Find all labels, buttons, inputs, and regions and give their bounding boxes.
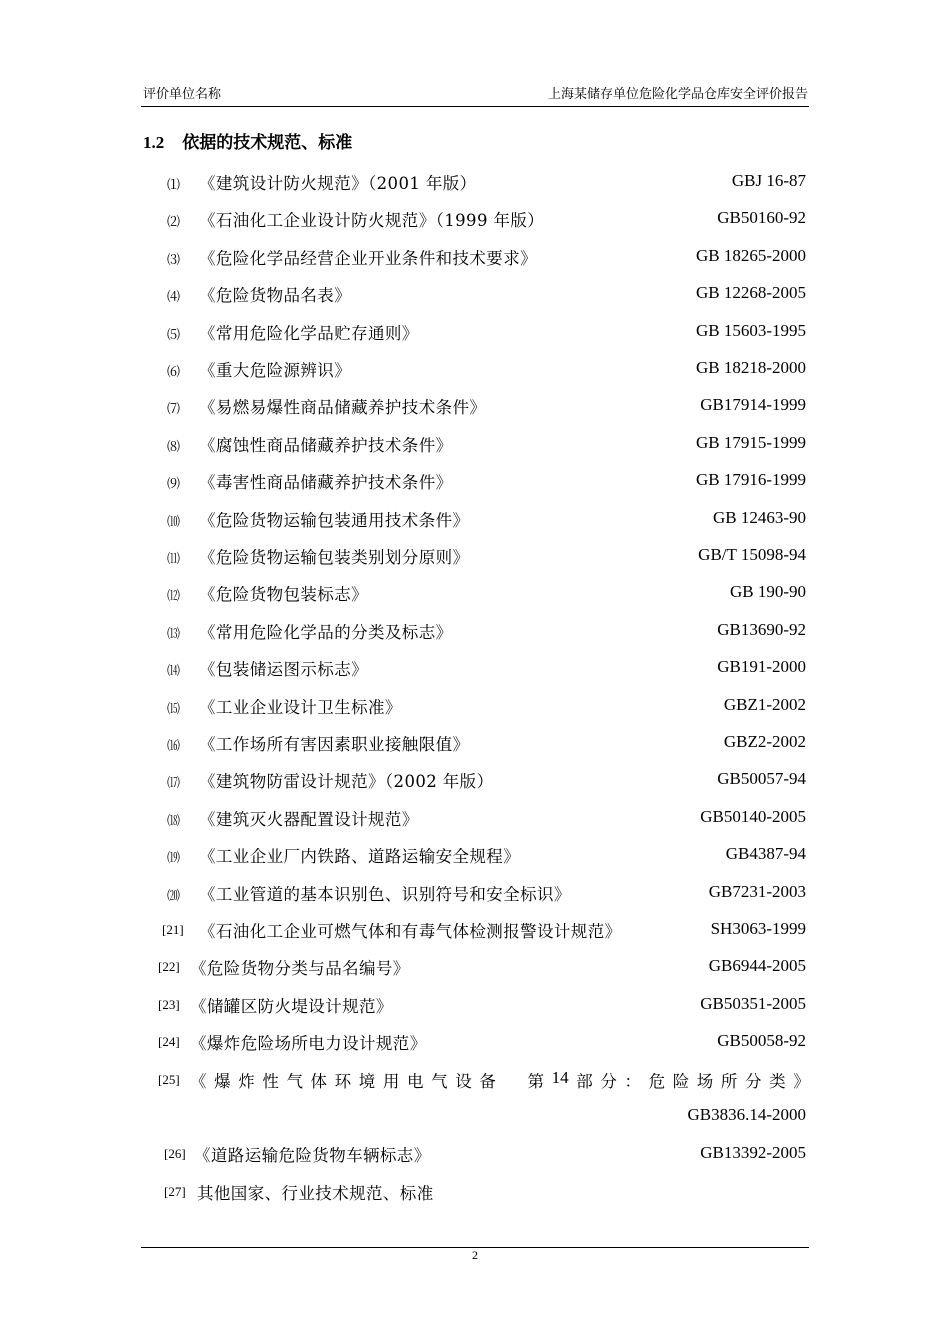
reference-number: ⑶ — [167, 251, 181, 267]
reference-code: GB50351-2005 — [700, 993, 806, 1013]
reference-title-char: 《 — [190, 1071, 207, 1091]
reference-item — [0, 464, 950, 501]
reference-title-char: 分 — [600, 1071, 617, 1091]
reference-number: ⑸ — [167, 326, 181, 342]
reference-code: GB7231-2003 — [708, 881, 806, 901]
reference-title: 《危险货物品名表》 — [199, 286, 352, 306]
reference-code: GB50057-94 — [717, 769, 806, 789]
reference-title-char: 爆 — [214, 1071, 231, 1091]
reference-item — [0, 502, 950, 539]
reference-title: 《工业管道的基本识别色、识别符号和安全标识》 — [199, 884, 571, 904]
reference-code: GBJ 16-87 — [731, 171, 806, 190]
reference-code: GB 12463-90 — [712, 507, 806, 527]
reference-number: ⒄ — [167, 775, 181, 791]
reference-number: ⑴ — [167, 177, 181, 192]
header-left-text: 评价单位名称 — [143, 87, 222, 102]
reference-title: 《包装储运图示标志》 — [199, 660, 368, 680]
reference-number: ⑽ — [167, 513, 181, 529]
reference-code: GB 18265-2000 — [695, 245, 806, 265]
reference-title — [190, 1068, 810, 1092]
reference-code: SH3063-1999 — [710, 919, 806, 938]
reference-title-char: 用 — [382, 1071, 400, 1091]
reference-title-char: 14 — [551, 1067, 569, 1087]
reference-number: [27] — [164, 1183, 186, 1199]
reference-number: ⒇ — [167, 887, 181, 903]
section-number: 1.2 — [143, 133, 165, 152]
reference-title-char: 气 — [286, 1071, 303, 1091]
reference-title-char: 备 — [479, 1071, 496, 1091]
reference-title-char: 电 — [406, 1071, 424, 1091]
reference-item — [0, 763, 950, 800]
reference-title-char: 环 — [334, 1071, 352, 1091]
reference-code: GB3836.14-2000 — [687, 1104, 806, 1124]
reference-title-char: 分 — [745, 1071, 762, 1091]
reference-item — [0, 389, 950, 426]
reference-number: ⒀ — [167, 625, 181, 641]
reference-number: [22] — [158, 959, 180, 975]
reference-title: 《道路运输危险货物车辆标志》 — [194, 1146, 431, 1166]
reference-title: 《危险货物运输包装类别划分原则》 — [199, 548, 470, 567]
reference-code: GB17914-1999 — [700, 395, 806, 415]
reference-number: [26] — [164, 1146, 186, 1162]
reference-title: 《危险货物分类与品名编号》 — [190, 959, 410, 979]
reference-title: 《工作场所有害因素职业接触限值》 — [199, 735, 470, 754]
reference-code: GBZ2-2002 — [723, 732, 806, 751]
reference-title-char: 所 — [720, 1071, 738, 1091]
reference-code: GB 17915-1999 — [695, 432, 806, 452]
reference-title-char: 》 — [793, 1071, 810, 1091]
reference-code: GB50058-92 — [717, 1031, 806, 1051]
reference-item — [0, 202, 950, 239]
reference-title: 《石油化工企业设计防火规范》（1999 年版） — [199, 211, 545, 231]
reference-number: [25] — [158, 1071, 180, 1087]
reference-code: GB 17916-1999 — [695, 470, 806, 490]
reference-title: 《毒害性商品储藏养护技术条件》 — [199, 473, 453, 493]
reference-number: ⑻ — [167, 438, 181, 454]
reference-title-char: 境 — [358, 1071, 376, 1091]
reference-number: ⑷ — [167, 289, 181, 305]
reference-title: 《重大危险源辨识》 — [199, 361, 352, 380]
reference-item — [0, 315, 950, 352]
reference-title: 《危险化学品经营企业开业条件和技术要求》 — [199, 248, 537, 268]
page-number: 2 — [472, 1248, 478, 1262]
reference-number: ⑾ — [167, 551, 181, 566]
reference-item — [0, 801, 950, 838]
reference-title: 《危险货物包装标志》 — [199, 585, 368, 605]
reference-title-char: 类 — [769, 1071, 786, 1091]
reference-title-char: 设 — [455, 1071, 472, 1091]
reference-number: ⑺ — [167, 401, 181, 417]
reference-number: ⒂ — [167, 700, 181, 716]
header-divider — [141, 106, 809, 107]
reference-code: GB 12268-2005 — [695, 283, 806, 303]
reference-title: 《常用危险化学品的分类及标志》 — [199, 622, 453, 642]
reference-code: GB191-2000 — [717, 657, 806, 677]
reference-item — [0, 988, 950, 1025]
reference-item — [0, 352, 950, 389]
reference-item — [0, 950, 950, 987]
reference-title: 《腐蚀性商品储藏养护技术条件》 — [199, 435, 453, 455]
reference-title: 《储罐区防火堤设计规范》 — [190, 996, 393, 1016]
reference-item — [0, 913, 950, 950]
reference-number: [23] — [158, 996, 180, 1012]
reference-item — [0, 838, 950, 875]
reference-title-char — [503, 1068, 520, 1092]
reference-code: GB50160-92 — [717, 208, 806, 228]
reference-item — [0, 277, 950, 314]
reference-title: 《工业企业厂内铁路、道路运输安全规程》 — [199, 847, 521, 867]
reference-title-char: 场 — [696, 1071, 714, 1091]
reference-title: 《爆炸危险场所电力设计规范》 — [190, 1034, 427, 1054]
reference-title: 《工业企业设计卫生标准》 — [199, 697, 402, 717]
reference-item — [0, 726, 950, 763]
reference-code: GB 15603-1995 — [695, 320, 806, 340]
reference-title: 《易燃易爆性商品储藏养护技术条件》 — [199, 398, 487, 418]
section-title: 依据的技术规范、标准 — [182, 133, 353, 153]
reference-title-char: 气 — [431, 1071, 448, 1091]
reference-title: 《建筑设计防火规范》（2001 年版） — [199, 174, 477, 193]
reference-item — [0, 539, 950, 576]
reference-number: [24] — [158, 1034, 180, 1050]
reference-title-char: 险 — [672, 1071, 690, 1091]
section-heading — [143, 128, 352, 153]
reference-item — [0, 876, 950, 913]
reference-title-char: 危 — [648, 1071, 666, 1091]
reference-title-char: 性 — [262, 1071, 279, 1091]
reference-number: ⒁ — [167, 663, 181, 679]
reference-code: GB13392-2005 — [700, 1143, 806, 1163]
reference-item — [0, 576, 950, 613]
reference-title: 其他国家、行业技术规范、标准 — [197, 1183, 434, 1203]
reference-item — [0, 689, 950, 726]
reference-number: ⑹ — [167, 364, 181, 379]
reference-item — [0, 1025, 950, 1062]
reference-code: GB6944-2005 — [708, 956, 806, 976]
reference-title: 《石油化工企业可燃气体和有毒气体检测报警设计规范》 — [199, 922, 622, 941]
reference-number: ⒃ — [167, 738, 181, 753]
reference-title-char: 部 — [576, 1071, 593, 1091]
reference-code: GBZ1-2002 — [723, 694, 806, 714]
reference-item — [0, 427, 950, 464]
reference-item — [0, 614, 950, 651]
header-right-text: 上海某储存单位危险化学品仓库安全评价报告 — [547, 87, 808, 102]
reference-number: ⒅ — [167, 812, 181, 828]
reference-item — [0, 1137, 950, 1174]
reference-title: 《常用危险化学品贮存通则》 — [199, 323, 419, 343]
reference-number: ⑼ — [167, 476, 181, 492]
reference-code: GB13690-92 — [717, 619, 806, 639]
reference-code: GB50140-2005 — [700, 806, 806, 826]
reference-item — [0, 165, 950, 202]
reference-number: ⒆ — [167, 850, 181, 866]
reference-number: [21] — [162, 922, 184, 937]
reference-title: 《危险货物运输包装通用技术条件》 — [199, 510, 470, 530]
reference-code: GB4387-94 — [725, 844, 806, 864]
reference-item — [0, 1063, 950, 1138]
reference-title-char: ： — [624, 1071, 641, 1091]
reference-code: GB 18218-2000 — [695, 358, 806, 377]
reference-code: GB 190-90 — [729, 582, 806, 602]
reference-number: ⑿ — [167, 588, 181, 604]
reference-title: 《建筑灭火器配置设计规范》 — [199, 809, 419, 829]
reference-title-char: 第 — [527, 1071, 545, 1091]
reference-title: 《建筑物防雷设计规范》（2002 年版） — [199, 772, 494, 792]
reference-code: GB/T 15098-94 — [698, 545, 806, 564]
reference-item — [0, 1175, 950, 1212]
reference-title-char: 体 — [310, 1071, 328, 1091]
reference-item — [0, 240, 950, 277]
reference-number: ⑵ — [167, 214, 181, 230]
reference-item — [0, 651, 950, 688]
reference-title-char: 炸 — [238, 1071, 255, 1091]
